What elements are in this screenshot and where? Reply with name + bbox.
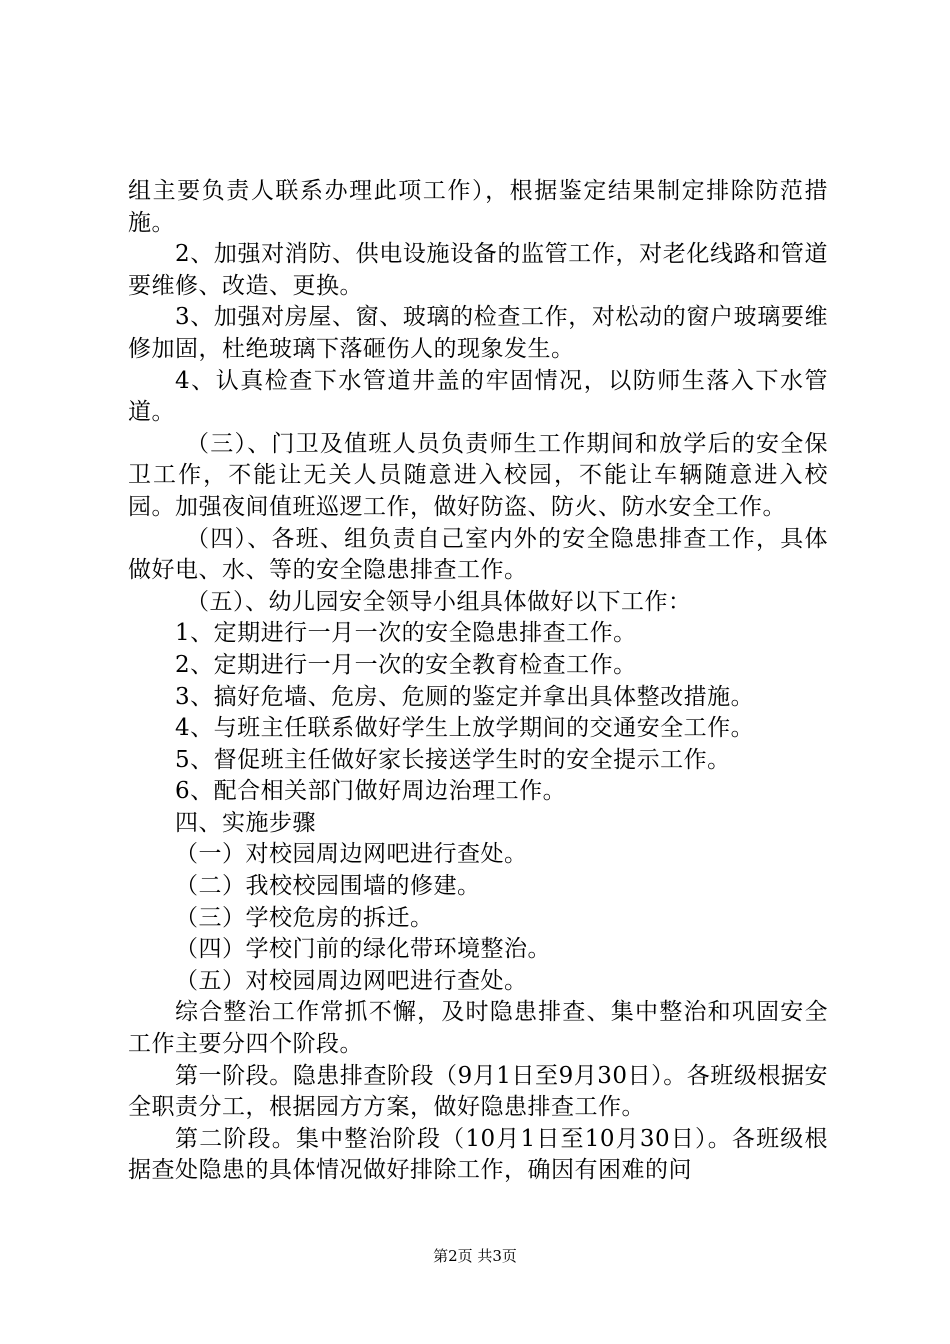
- paragraph: 第二阶段。集中整治阶段（10月1日至10月30日）。各班级根据查处隐患的具体情况做好排除工作，确因有困难的问: [128, 1125, 828, 1184]
- list-item: 5、督促班主任做好家长接送学生时的安全提示工作。: [175, 746, 731, 773]
- list-item: 6、配合相关部门做好周边治理工作。: [175, 778, 567, 805]
- paragraph: （三）、门卫及值班人员负责师生工作期间和放学后的安全保卫工作，不能让无关人员随意进入校园，不能让车辆随意进入校园。加强夜间值班巡逻工作，做好防盗、防火、防水安全工作。: [128, 430, 828, 520]
- list-item: 2、定期进行一月一次的安全教育检查工作。: [175, 651, 637, 678]
- list-item: （二）我校校园围墙的修建。: [175, 873, 481, 900]
- list-item: 3、搞好危墙、危房、危厕的鉴定并拿出具体整改措施。: [175, 683, 755, 710]
- paragraph: 组主要负责人联系办理此项工作），根据鉴定结果制定排除防范措施。: [128, 178, 828, 236]
- list-item: 1、定期进行一月一次的安全隐患排查工作。: [175, 620, 637, 647]
- paragraph: （五）、幼儿园安全领导小组具体做好以下工作：: [186, 588, 692, 615]
- document-body: [128, 176, 828, 1187]
- list-item: （三）学校危房的拆迁。: [175, 904, 434, 931]
- paragraph: 3、加强对房屋、窗、玻璃的检查工作，对松动的窗户玻璃要维修加固，杜绝玻璃下落砸伤人的现象发生。: [128, 304, 828, 362]
- list-item: 4、与班主任联系做好学生上放学期间的交通安全工作。: [175, 715, 755, 742]
- paragraph: 4、认真检查下水管道井盖的牢固情况，以防师生落入下水管道。: [128, 367, 828, 426]
- list-item: （一）对校园周边网吧进行查处。: [175, 841, 528, 868]
- paragraph: （四）、各班、组负责自己室内外的安全隐患排查工作，具体做好电、水、等的安全隐患排查工作。: [128, 525, 828, 584]
- page-footer: 第2页 共3页: [433, 1247, 517, 1265]
- paragraph: 2、加强对消防、供电设施设备的监管工作，对老化线路和管道要维修、改造、更换。: [128, 241, 828, 299]
- section-heading: 四、实施步骤: [175, 809, 316, 836]
- paragraph: 综合整治工作常抓不懈，及时隐患排查、集中整治和巩固安全工作主要分四个阶段。: [128, 999, 828, 1058]
- list-item: （五）对校园周边网吧进行查处。: [175, 967, 528, 994]
- list-item: （四）学校门前的绿化带环境整治。: [175, 936, 551, 963]
- paragraph: 第一阶段。隐患排查阶段（9月1日至9月30日）。各班级根据安全职责分工，根据园方方案，做好隐患排查工作。: [128, 1062, 828, 1121]
